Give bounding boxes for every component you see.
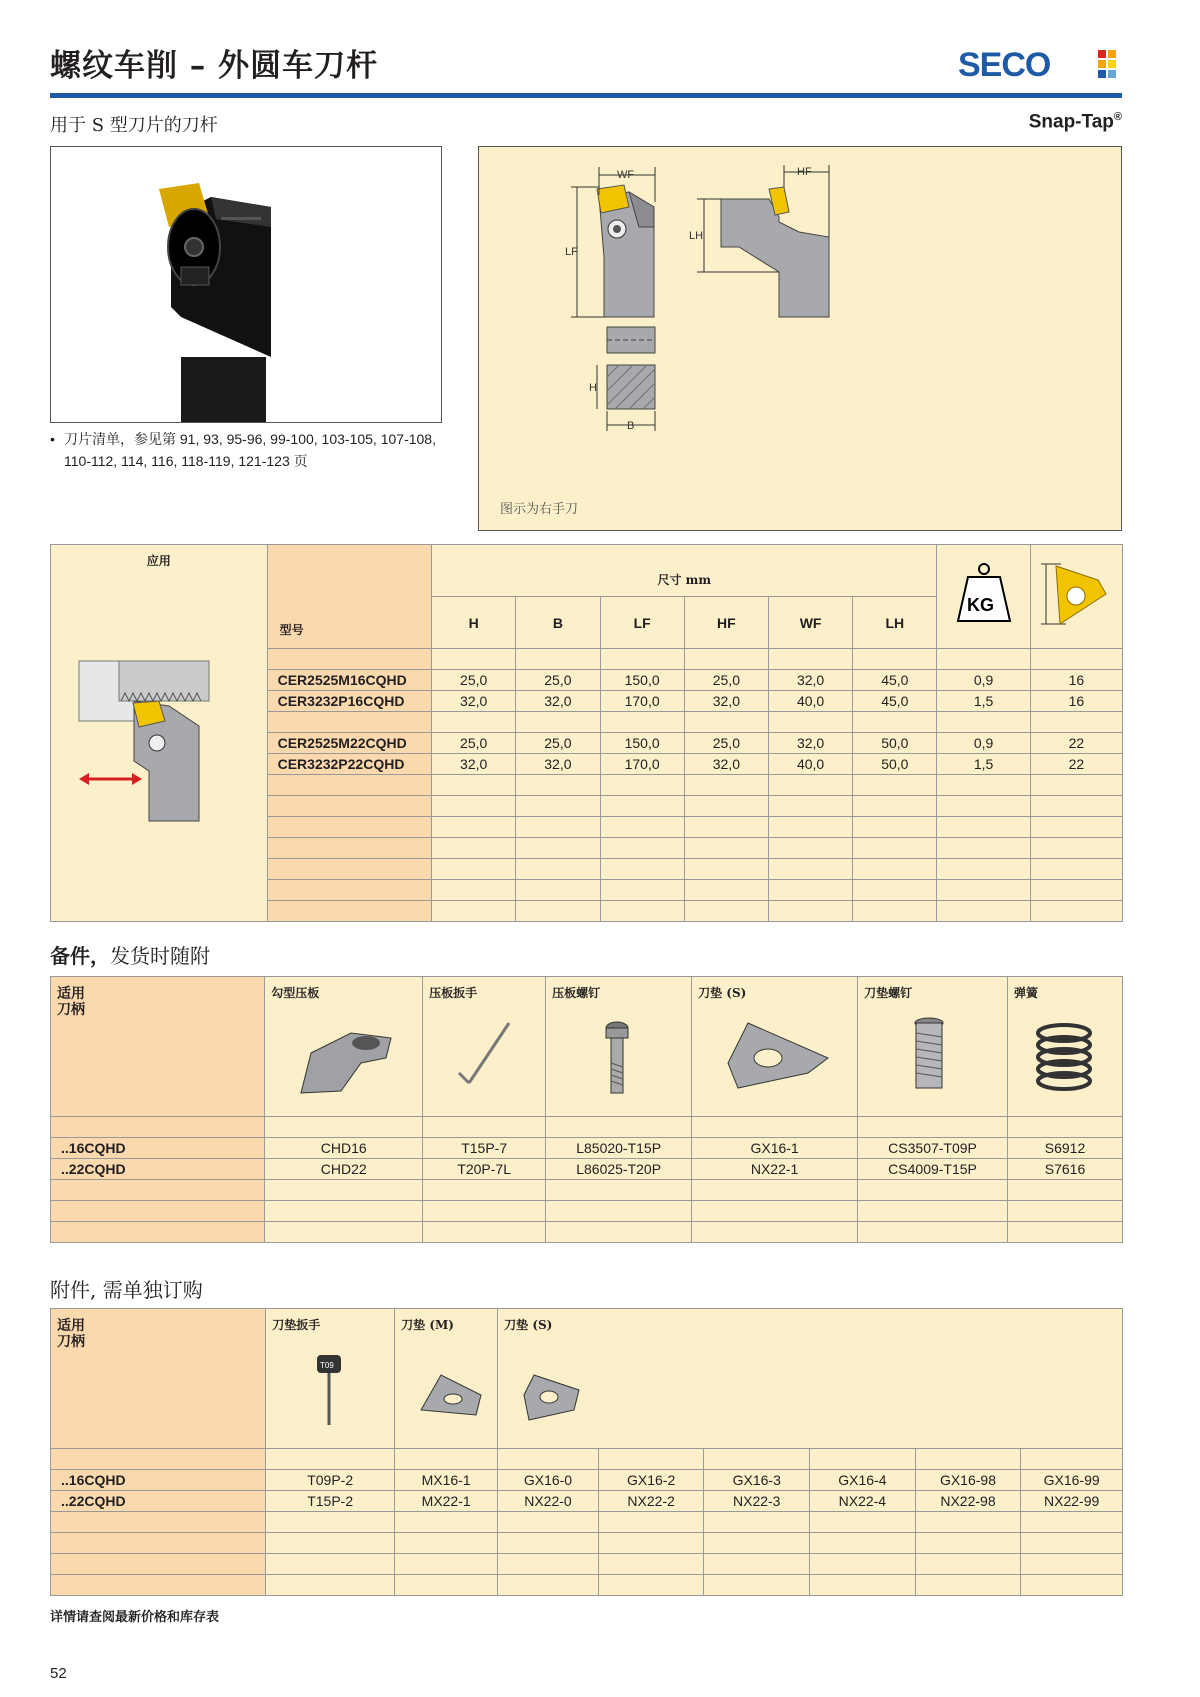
acc-holder-label: 适用 刀柄 [51,1309,266,1449]
table-cell: 32,0 [516,691,600,712]
spare-col-wrench [423,977,546,1117]
table-cell: GX16-3 [704,1470,810,1491]
table-cell: 32,0 [432,754,516,775]
acc-col-shim-s [498,1309,1123,1449]
insert-size-icon [1036,554,1116,634]
spare-col-clamp-screw [546,977,692,1117]
label-lh: LH [689,230,704,242]
acc-col-wrench [266,1309,395,1449]
application-cell [51,545,268,922]
table-cell: CHD16 [265,1138,423,1159]
screw-icon [552,1003,682,1103]
table-cell: 32,0 [768,670,852,691]
table-cell: 50,0 [853,733,937,754]
table-cell: 32,0 [516,754,600,775]
table-cell: GX16-1 [692,1138,858,1159]
table-cell: 1,5 [937,691,1030,712]
table-cell: 16 [1030,670,1122,691]
dimension-drawing [478,146,1122,531]
shim-s-icon [504,1335,594,1435]
spare-col-shim-screw [858,977,1008,1117]
holder-code: ..16CQHD [51,1470,266,1491]
spares-holder-label: 适用 刀柄 [51,977,265,1117]
application-label: 应用 [146,554,171,568]
table-cell: CS4009-T15P [858,1159,1008,1180]
table-cell: 32,0 [684,754,768,775]
table-cell: 22 [1030,733,1122,754]
table-cell: 1,5 [937,754,1030,775]
footer-note: 详情请查阅最新价格和库存表 [50,1610,220,1625]
dims-label: 尺寸 mm [657,573,712,587]
col-label: 刀垫 (S) [504,1318,553,1332]
table-cell: 45,0 [853,670,937,691]
label-hf: HF [797,166,812,178]
table-cell: 32,0 [684,691,768,712]
table-cell: NX22-98 [915,1491,1021,1512]
table-cell: NX22-4 [810,1491,916,1512]
acc-col-shim-m [395,1309,498,1449]
holder-code: ..22CQHD [51,1491,266,1512]
brand-text: SECO [958,46,1051,82]
col-lh: LH [853,597,937,649]
shim-m-icon [401,1335,491,1435]
table-row [51,1470,1123,1491]
table-cell: S7616 [1007,1159,1122,1180]
table-cell: MX16-1 [395,1470,498,1491]
model-header [267,545,431,649]
registered-mark: ® [1113,111,1122,123]
insert-list-note [50,428,450,472]
table-cell: GX16-99 [1021,1470,1123,1491]
header-rule [50,93,1122,98]
col-label: 刀垫螺钉 [864,986,913,1000]
col-label: 刀垫扳手 [272,1318,321,1332]
wrench-tag: T09 [320,1361,334,1370]
col-b: B [516,597,600,649]
model-code: CER3232P22CQHD [267,754,431,775]
table-row [51,1159,1123,1180]
table-cell: 0,9 [937,733,1030,754]
page-title: 螺纹车削 – 外圆车刀杆 [50,48,379,84]
table-cell: 25,0 [516,670,600,691]
table-cell: GX16-98 [915,1470,1021,1491]
label-wf: WF [617,169,635,181]
accessories-table [50,1308,1123,1596]
table-cell: CHD22 [265,1159,423,1180]
table-cell: 25,0 [684,733,768,754]
weight-label: KG [966,595,994,615]
table-cell: 150,0 [600,733,684,754]
spares-heading-rest: 发货时随附 [110,944,210,968]
table-row [51,1138,1123,1159]
table-cell: 150,0 [600,670,684,691]
weight-header [937,545,1030,649]
table-cell: T15P-2 [266,1491,395,1512]
table-cell: NX22-3 [704,1491,810,1512]
table-cell: L85020-T15P [546,1138,692,1159]
application-icon [59,651,259,851]
table-cell: GX16-0 [498,1470,599,1491]
col-label: 压板扳手 [429,986,478,1000]
page-number: 52 [50,1665,67,1682]
table-cell: 16 [1030,691,1122,712]
model-code: CER3232P16CQHD [267,691,431,712]
table-cell: NX22-99 [1021,1491,1123,1512]
key-icon [429,1003,539,1103]
table-cell: 45,0 [853,691,937,712]
bullet-marker: • [50,431,55,447]
spare-col-clamp [265,977,423,1117]
table-cell: 32,0 [432,691,516,712]
table-cell: T20P-7L [423,1159,546,1180]
spring-icon [1014,1003,1114,1103]
table-cell: L86025-T20P [546,1159,692,1180]
spare-col-spring [1007,977,1122,1117]
spares-table [50,976,1123,1243]
spares-heading-main: 备件， [50,944,110,968]
table-cell: 22 [1030,754,1122,775]
table-cell: NX22-2 [598,1491,704,1512]
table-cell: T09P-2 [266,1470,395,1491]
table-cell: 50,0 [853,754,937,775]
model-code: CER2525M22CQHD [267,733,431,754]
col-label: 刀垫 (M) [401,1318,454,1332]
model-label: 型号 [279,623,304,637]
page-subtitle: 用于 S 型刀片的刀杆 [50,115,218,136]
table-cell: 40,0 [768,691,852,712]
table-cell: 25,0 [516,733,600,754]
table-cell: MX22-1 [395,1491,498,1512]
table-cell: CS3507-T09P [858,1138,1008,1159]
spare-col-shim [692,977,858,1117]
table-row [51,1491,1123,1512]
insert-list-text: 刀片清单，参见第 91, 93, 95-96, 99-100, 103-105, 107-108, 110-112, 114, 116, 118-119, 121-123 页 [64,431,436,469]
shim-icon [698,1003,848,1103]
seco-logo [958,44,1118,82]
model-code: CER2525M16CQHD [267,670,431,691]
accessories-heading: 附件, 需单独订购 [50,1278,203,1302]
holder-code: ..16CQHD [51,1138,265,1159]
holder-table [50,544,1123,922]
label-h: H [589,382,597,394]
label-lf: LF [565,246,578,258]
table-cell: 25,0 [432,670,516,691]
table-cell: 25,0 [684,670,768,691]
col-label: 弹簧 [1013,986,1038,1000]
table-cell: GX16-4 [810,1470,916,1491]
insert-size-header [1030,545,1122,649]
weight-icon [954,559,1014,629]
table-cell: 170,0 [600,691,684,712]
table-cell: T15P-7 [423,1138,546,1159]
dims-header [432,545,937,597]
table-cell: NX22-0 [498,1491,599,1512]
torx-key-icon [272,1335,382,1435]
table-cell: 0,9 [937,670,1030,691]
drawing-caption: 图示为右手刀 [500,502,579,517]
table-cell: 40,0 [768,754,852,775]
col-label: 勾型压板 [271,986,320,1000]
col-label: 刀垫 (S) [698,986,747,1000]
col-label: 压板螺钉 [552,986,601,1000]
table-cell: 170,0 [600,754,684,775]
product-name [1029,111,1122,133]
spares-heading [50,940,210,969]
holder-code: ..22CQHD [51,1159,265,1180]
table-cell: 25,0 [432,733,516,754]
clamp-icon [271,1003,411,1103]
table-cell: 32,0 [768,733,852,754]
product-name-text: Snap-Tap [1028,111,1114,133]
label-b: B [627,420,635,432]
col-lf: LF [600,597,684,649]
holder-photo [50,146,442,423]
table-cell: S6912 [1007,1138,1122,1159]
col-h: H [432,597,516,649]
col-hf: HF [684,597,768,649]
shim-screw-icon [864,1003,994,1103]
table-cell: NX22-1 [692,1159,858,1180]
table-cell: GX16-2 [598,1470,704,1491]
col-wf: WF [768,597,852,649]
